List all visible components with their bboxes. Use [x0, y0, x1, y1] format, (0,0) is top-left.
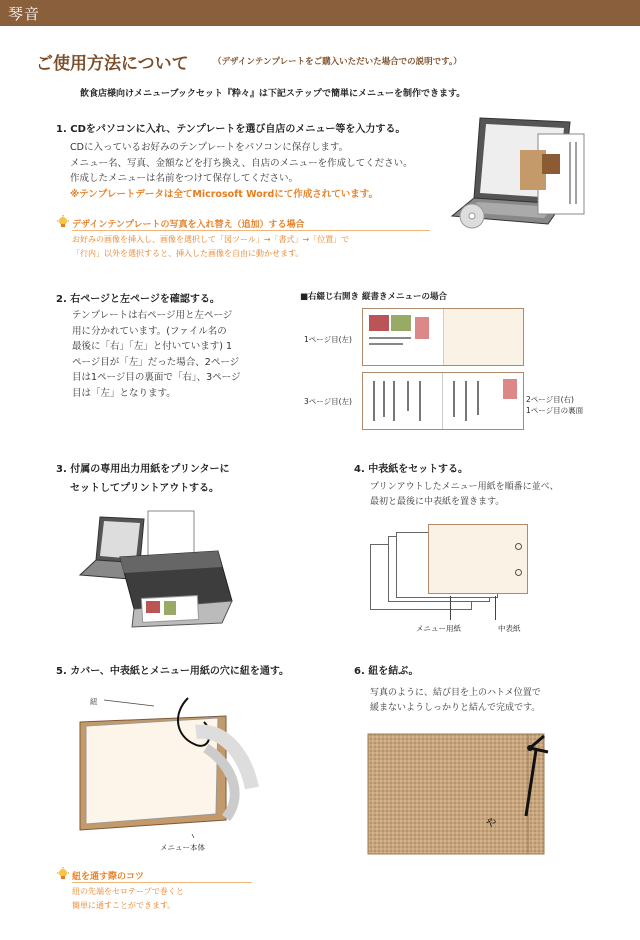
step1-title: 1. CDをパソコンに入れ、テンプレートを選び自店のメニュー等を入力する。 — [56, 124, 406, 135]
menu-paper-label: メニュー用紙 — [416, 624, 461, 633]
step5-tip-title: 紐を通す際のコツ — [72, 872, 145, 882]
page1-spread — [362, 308, 524, 366]
page1-label: 1ページ目(左) — [304, 335, 352, 344]
grommet-hole — [515, 543, 522, 550]
string-label: 紐 — [90, 697, 98, 706]
header-bar — [0, 0, 640, 26]
page2-sheet — [443, 373, 523, 429]
step2-body — [72, 308, 240, 401]
step3-title-line: 3. 付属の専用出力用紙をプリンターに — [56, 464, 230, 475]
binding-illustration — [76, 688, 266, 848]
tip-divider — [72, 882, 252, 883]
step1-tip-line: 「行内」以外を選択すると、挿入した画像を自由に動かせます。 — [72, 249, 304, 258]
step4-body — [370, 480, 559, 509]
step2-line: 目は「左」となります。 — [72, 387, 176, 399]
page1-sheet — [363, 309, 444, 365]
page-title: ご使用方法について — [36, 54, 189, 74]
step1-line: メニュー名、写真、金額などを打ち換え、自店のメニューを作成してください。 — [70, 157, 413, 169]
step5-tip-body — [72, 885, 184, 913]
step4-title: 4. 中表紙をセットする。 — [354, 464, 468, 475]
step5-tip-line: 紐の先端をセロテープで巻くと — [72, 887, 184, 896]
page2-label-line: 1ページ目の裏面 — [526, 406, 584, 415]
page2-label-line: 2ページ目(右) — [526, 395, 574, 404]
step2-title: 2. 右ページと左ページを確認する。 — [56, 294, 220, 305]
lightbulb-icon — [56, 867, 70, 881]
step3-title-line: セットしてプリントアウトする。 — [70, 483, 219, 494]
step5-tip-line: 簡単に通すことができます。 — [72, 901, 176, 910]
step2-diagram-title: ■右綴じ右開き 縦書きメニューの場合 — [300, 292, 447, 302]
step2-line: 最後に「右」「左」と付いています) 1 — [72, 341, 233, 352]
header-title: 琴音 — [8, 5, 41, 23]
page-title-note: （デザインテンプレートをご購入いただいた場合での説明です。） — [213, 57, 462, 67]
laptop-illustration — [430, 112, 600, 230]
page2-3-spread — [362, 372, 524, 430]
step1-tip-title: デザインテンプレートの写真を入れ替え（追加）する場合 — [72, 220, 305, 230]
grommet-hole — [515, 569, 522, 576]
step6-line: 写真のように、結び目を上のハトメ位置で — [370, 688, 541, 698]
cover-paper-label: 中表紙 — [498, 624, 521, 633]
label-line — [450, 596, 451, 620]
step1-body — [70, 140, 413, 202]
label-line — [495, 596, 496, 620]
step2-line: 用に分かれています。(ファイル名の — [72, 325, 227, 337]
page2-label — [526, 394, 583, 416]
page3-sheet — [363, 373, 443, 429]
step1-note: ※テンプレートデータは全てMicrosoft Wordにて作成されています。 — [70, 188, 378, 200]
page3-label: 3ページ目(左) — [304, 397, 352, 406]
tip-divider — [72, 230, 430, 231]
printer-illustration — [72, 505, 252, 630]
step3-title — [56, 460, 229, 494]
cover-sheet-front — [428, 524, 528, 594]
step2-line: ページ目が「左」だった場合、2ページ — [72, 356, 240, 368]
step6-title: 6. 紐を結ぶ。 — [354, 666, 419, 677]
book-logo-mark: ゃ — [484, 814, 498, 830]
step4-line: 最初と最後に中表紙を置きます。 — [370, 496, 505, 507]
step4-line: プリンアウトしたメニュー用紙を順番に並べ、 — [370, 482, 559, 492]
lightbulb-icon — [56, 215, 70, 229]
step2-line: 目は1ページ目の裏面で「右」、3ページ — [72, 372, 241, 383]
step1-line: 作成したメニューは名前をつけて保存してください。 — [70, 173, 299, 184]
step1-tip-body — [72, 233, 349, 261]
intro-text: 飲食店様向けメニューブックセット『粋々』は下記ステップで簡単にメニューを制作できます。 — [80, 89, 466, 99]
step5-title: 5. カバー、中表紙とメニュー用紙の穴に紐を通す。 — [56, 666, 290, 677]
step6-line: 緩まないようしっかりと結んで完成です。 — [370, 702, 541, 713]
step6-body — [370, 686, 541, 715]
step1-line: CDに入っているお好みのテンプレートをパソコンに保存します。 — [70, 142, 349, 153]
step1-tip-line: お好みの画像を挿入し、画像を選択して「図ツール」→「書式」→「位置」で — [72, 235, 350, 244]
step2-line: テンプレートは右ページ用と左ページ — [72, 310, 233, 321]
menu-body-label: メニュー本体 — [160, 843, 205, 852]
menu-book-photo — [366, 730, 566, 860]
